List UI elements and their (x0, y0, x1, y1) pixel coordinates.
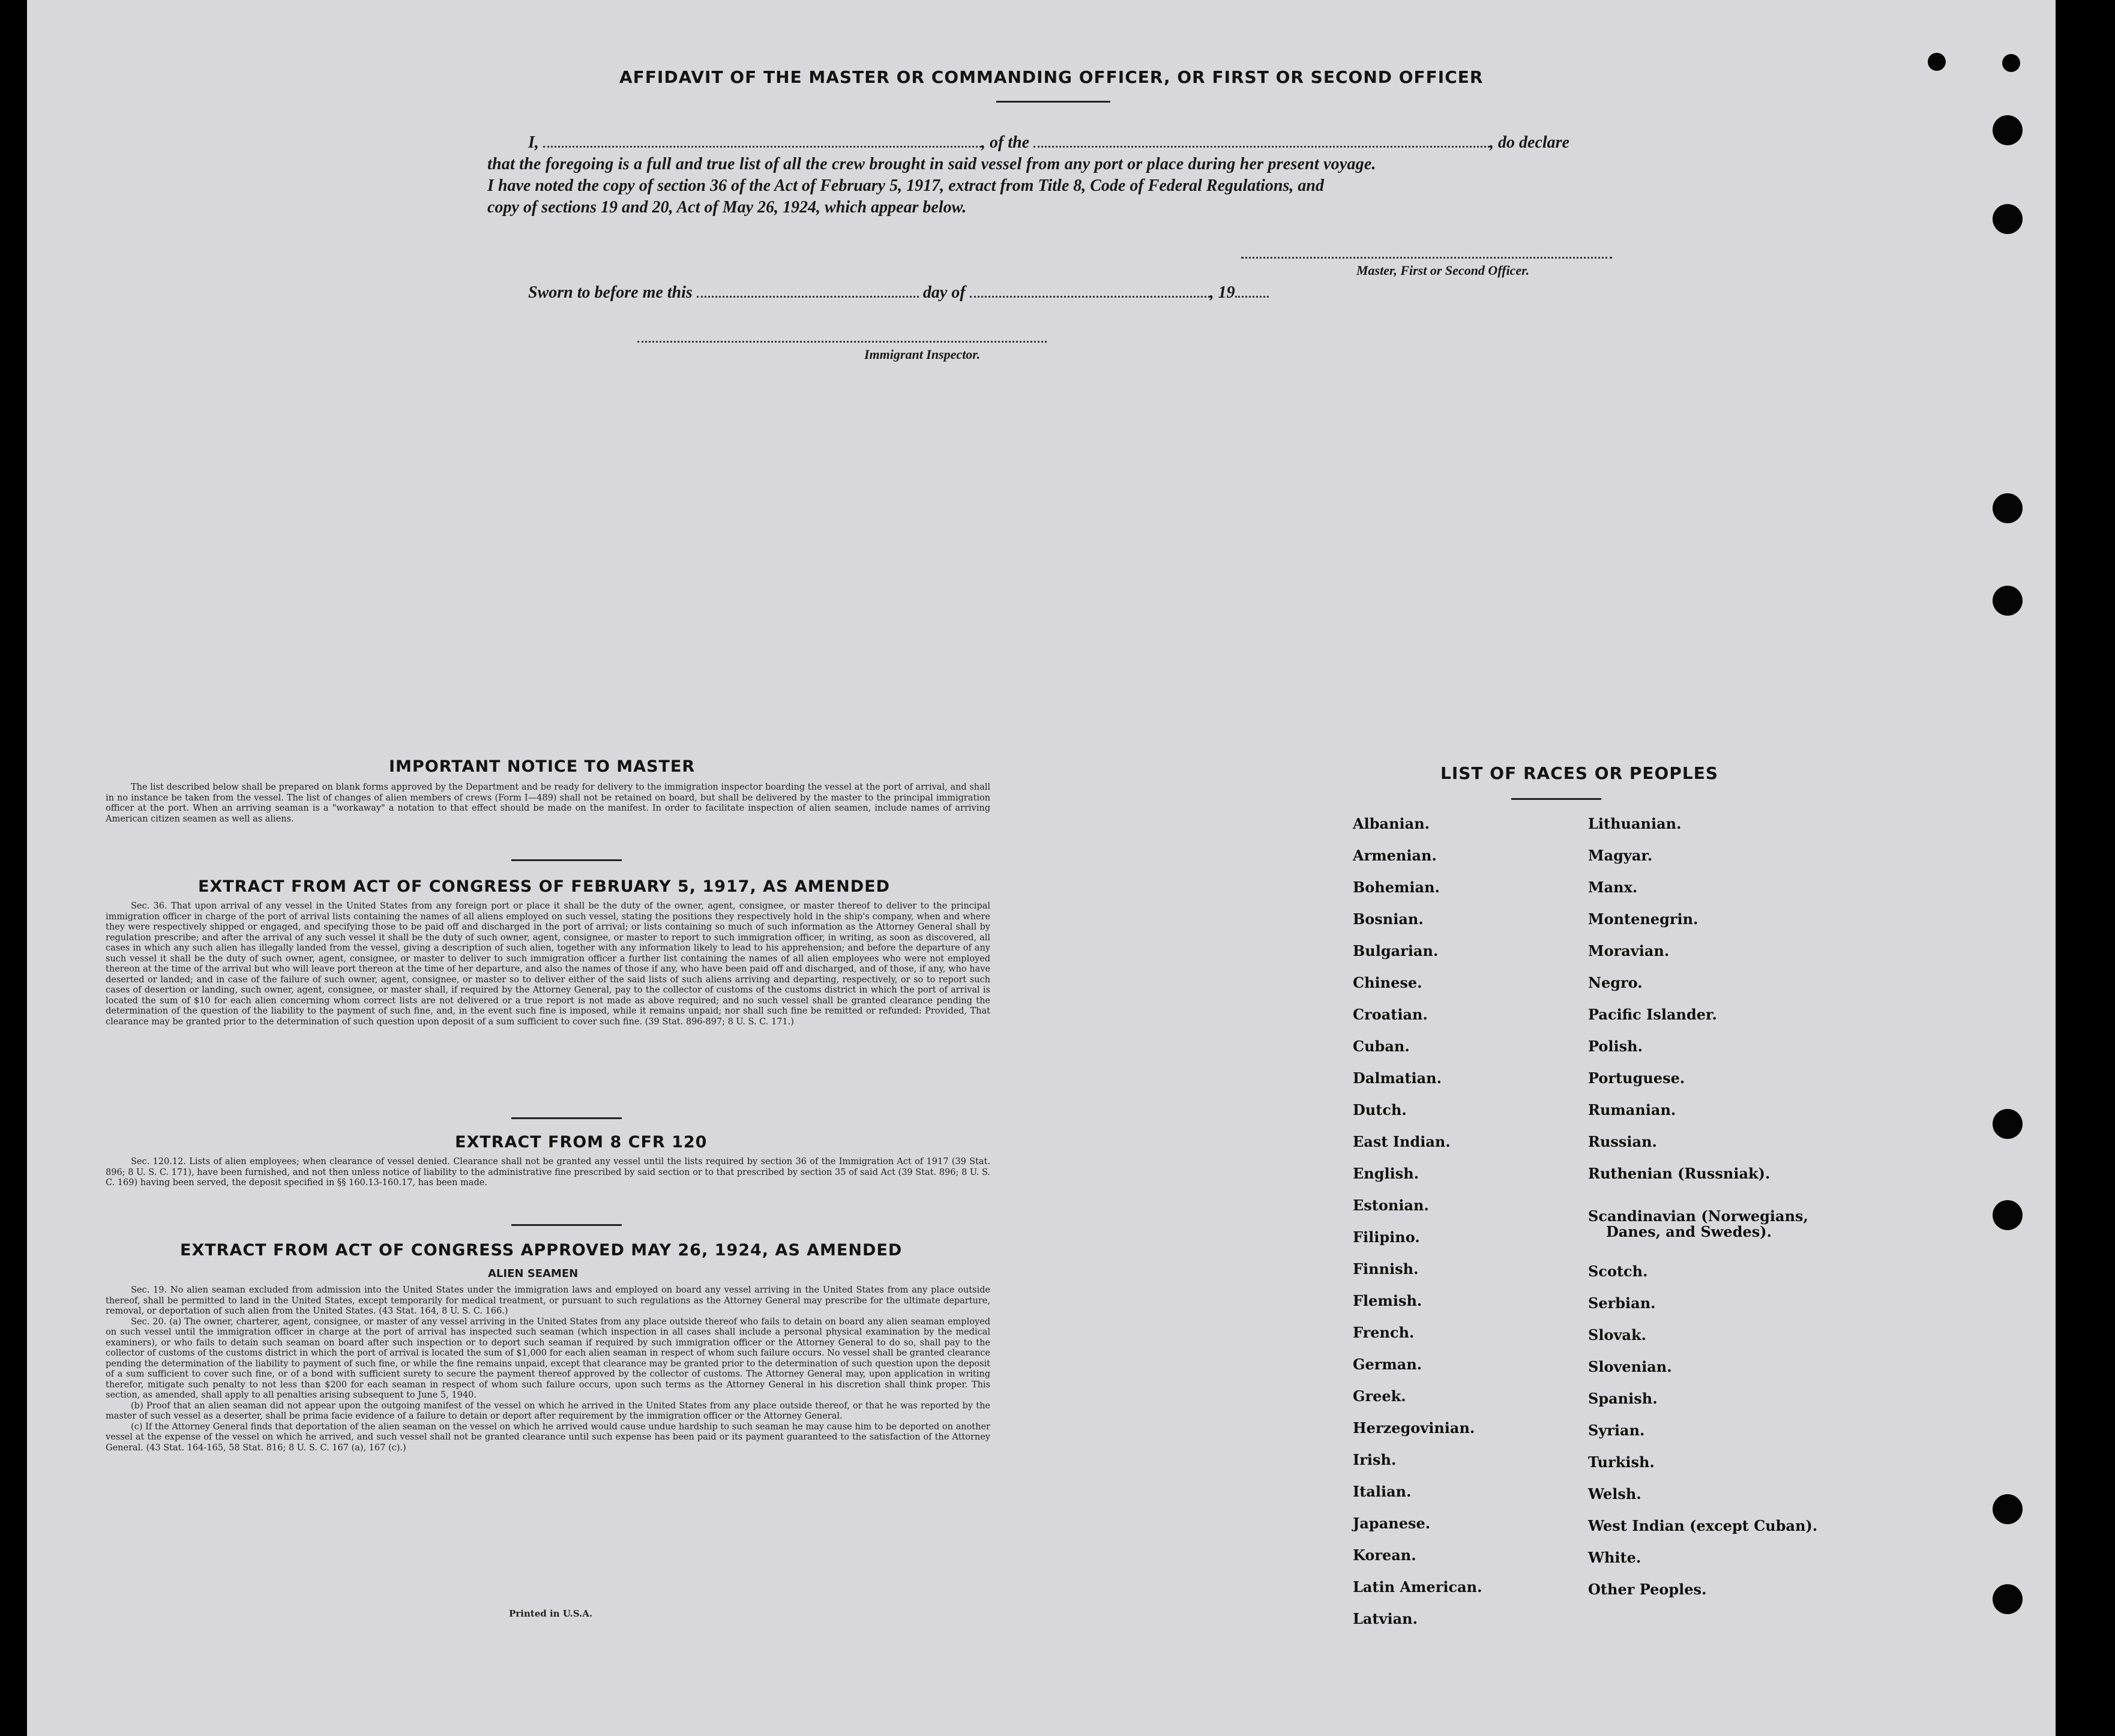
race-item: Ruthenian (Russniak). (1588, 1165, 1771, 1182)
race-item: Japanese. (1353, 1515, 1431, 1532)
affidavit-title: AFFIDAVIT OF THE MASTER OR COMMANDING OFFICER, OR FIRST OR SECOND OFFICER (619, 67, 1484, 87)
affidavit-line-3: I have noted the copy of section 36 of the Act of February 5, 1917, extract from Title 8, Code of Federal Regulations, and (487, 176, 1324, 195)
race-item: English. (1353, 1165, 1419, 1182)
vessel-field[interactable] (1033, 135, 1490, 148)
race-item: East Indian. (1353, 1133, 1451, 1150)
punch-hole (1993, 1494, 2023, 1524)
race-item: Spanish. (1588, 1390, 1658, 1407)
sec-20c-text: (c) If the Attorney General finds that deportation of the alien seaman on the vessel on which he arrived would cause undue hardship to such seaman he may cause him to be deported on another vessel at the expense of the vessel on which he arrived, and such vessel shall not be granted clearance until such expense has been paid or its payment guaranteed to the satisfaction of the Attorney General. (43 Stat. 164-165, 58 Stat. 816; 8 U. S. C. 167 (a), 167 (c).) (106, 1422, 990, 1453)
label-day-of: day of (922, 283, 966, 302)
label-i: I, (528, 133, 539, 152)
race-item: Slovak. (1588, 1326, 1646, 1344)
race-item: Danes, and Swedes). (1606, 1223, 1772, 1240)
master-label: Master, First or Second Officer. (1356, 263, 1530, 278)
race-item: Latvian. (1353, 1610, 1418, 1627)
punch-hole (1993, 115, 2023, 145)
divider (511, 859, 622, 861)
race-item: French. (1353, 1324, 1415, 1341)
extract-cfr-text: Sec. 120.12. Lists of alien employees; when clearance of vessel denied. Clearance shall not be granted any vessel until the lists required by section 36 of the Immigration Act of 1917 (39 Stat. 896; 8 U. S. C. 171), have been furnished, and not then unless notice of liability to the administrative fine prescribed by said section or to that prescribed by section 35 of said Act (39 Stat. 896; 8 U. S. C. 169) having been served, the deposit specified in §§ 160.13-160.17, has been made. (106, 1157, 990, 1188)
punch-hole (1993, 1200, 2023, 1230)
race-item: Finnish. (1353, 1260, 1419, 1278)
sworn-month-field[interactable] (970, 285, 1210, 298)
race-item: Scandinavian (Norwegians, (1588, 1207, 1808, 1225)
race-item: Irish. (1353, 1451, 1397, 1468)
label-do-declare: , do declare (1490, 133, 1569, 152)
race-item: Latin American. (1353, 1578, 1482, 1596)
sworn-year-field[interactable] (1235, 285, 1269, 298)
race-item: Negro. (1588, 974, 1643, 991)
divider (511, 1117, 622, 1119)
race-item: Welsh. (1588, 1485, 1641, 1503)
race-item: Scotch. (1588, 1263, 1648, 1280)
race-item: Manx. (1588, 879, 1638, 896)
race-item: Portuguese. (1588, 1069, 1685, 1087)
name-field[interactable] (543, 135, 981, 148)
label-year: , 19 (1209, 283, 1235, 302)
race-item: Montenegrin. (1588, 910, 1698, 928)
divider (996, 101, 1110, 103)
race-item: Greek. (1353, 1387, 1406, 1405)
inspector-label: Immigrant Inspector. (864, 347, 981, 362)
sec-20b-text: (b) Proof that an alien seaman did not appear upon the outgoing manifest of the vessel on which he arrived in the United States from any place outside thereof, or that he was reported by the master of such vessel as a deserter, shall be prima facie evidence of a failure to detain or deport after requirement by the immigration officer or the Attorney General. (106, 1401, 990, 1421)
race-item: Armenian. (1353, 847, 1437, 864)
race-item: Polish. (1588, 1038, 1643, 1055)
race-item: German. (1353, 1356, 1422, 1373)
punch-hole (1993, 493, 2023, 523)
race-item: Flemish. (1353, 1292, 1422, 1309)
race-item: Albanian. (1353, 815, 1430, 832)
affidavit-line-4: copy of sections 19 and 20, Act of May 26, 1924, which appear below. (487, 198, 967, 217)
printed-in-usa: Printed in U.S.A. (509, 1608, 593, 1619)
race-item: Russian. (1588, 1133, 1657, 1150)
race-item: Filipino. (1353, 1228, 1420, 1246)
divider (511, 1224, 622, 1226)
race-item: Korean. (1353, 1546, 1416, 1564)
races-title: LIST OF RACES OR PEOPLES (1440, 763, 1718, 783)
extract-1924-title: EXTRACT FROM ACT OF CONGRESS APPROVED MAY 26, 1924, AS AMENDED (180, 1241, 903, 1260)
document-page (27, 0, 2056, 1736)
race-item: Chinese. (1353, 974, 1422, 991)
race-item: White. (1588, 1549, 1641, 1566)
punch-hole (1993, 1584, 2023, 1614)
inspector-signature-line[interactable] (637, 341, 1047, 343)
sec-19-text: Sec. 19. No alien seaman excluded from admission into the United States under the immigration laws and employed on board any vessel arriving in the United States from any place outside thereof, shall be permitted to land in the United States, except temporarily for medical treatment, or pursuant to such regulations as the Attorney General may prescribe for the ultimate departure, removal, or deportation of such alien from the United States. (43 Stat. 164, 8 U. S. C. 166.) (106, 1285, 990, 1316)
extract-1924-text (106, 1285, 990, 1453)
affidavit-line-1 (528, 133, 1569, 152)
master-signature-line[interactable] (1241, 257, 1612, 259)
race-item: West Indian (except Cuban). (1588, 1517, 1818, 1534)
race-item: Herzegovinian. (1353, 1419, 1475, 1437)
race-item: Bulgarian. (1353, 942, 1439, 960)
race-item: Slovenian. (1588, 1358, 1672, 1375)
race-item: Pacific Islander. (1588, 1006, 1717, 1023)
notice-title: IMPORTANT NOTICE TO MASTER (389, 757, 696, 776)
race-item: Lithuanian. (1588, 815, 1682, 832)
race-item: Serbian. (1588, 1294, 1656, 1312)
divider (1511, 798, 1601, 800)
sec-20a-text: Sec. 20. (a) The owner, charterer, agent, consignee, or master of any vessel arriving in the United States from any place outside thereof who fails to detain on board any alien seaman employed on such vessel until the immigration officer in charge at the port of arrival has inspected such seaman (which inspection in all cases shall include a personal physical examination by the medical examiners), or who fails to detain such seaman on board after such inspection or to deport such seaman if required by such immigration officer or the Attorney General to do so, shall pay to the collector of customs of the customs district in which the port of arrival is located the sum of $1,000 for each alien seaman in respect of whom such failure occurs. No vessel shall be granted clearance pending the determination of the liability to payment of such fine, or while the fine remains unpaid, except that clearance may be granted prior to the determination of such question upon the deposit of a sum sufficient to cover such fine, or of a bond with sufficient surety to secure the payment thereof approved by the collector of customs. The Attorney General may, upon application in writing therefor, mitigate such penalty to not less than $200 for each seaman in respect of whom such failure occurs, upon such terms as the Attorney General in his discretion shall think proper. This section, as amended, shall apply to all penalties arising subsequent to June 5, 1940. (106, 1317, 990, 1400)
extract-1917-title: EXTRACT FROM ACT OF CONGRESS OF FEBRUARY 5, 1917, AS AMENDED (198, 877, 890, 896)
extract-cfr-title: EXTRACT FROM 8 CFR 120 (455, 1133, 708, 1152)
race-item: Estonian. (1353, 1197, 1429, 1214)
punch-hole (1993, 586, 2023, 616)
race-item: Bohemian. (1353, 879, 1440, 896)
punch-hole (1993, 204, 2023, 234)
race-item: Croatian. (1353, 1006, 1428, 1023)
race-item: Italian. (1353, 1483, 1412, 1500)
extract-1917-text: Sec. 36. That upon arrival of any vessel in the United States from any foreign port or place it shall be the duty of the owner, agent, consignee, or master thereof to deliver to the principal immigration officer in charge of the port of arrival lists containing the names of all aliens employed on such vessel, stating the positions they respectively hold in the ship's company, when and where they were respectively shipped or engaged, and specifying those to be paid off and discharged in the port of arrival; or lists containing so much of such information as the Attorney General shall by regulation prescribe; and after the arrival of any such vessel it shall be the duty of such owner, agent, consignee, or master to report to such immigration officer, in writing, as soon as discovered, all cases in which any such alien has illegally landed from the vessel, giving a description of such alien, together with any information likely to lead to his apprehension; and before the departure of any such vessel it shall be the duty of such owner, agent, consignee, or master to deliver to such immigration officer a further list containing the names of all alien employees who were not employed thereon at the time of the arrival but who will leave port thereon at the time of her departure, and also the names of those if any, who have been paid off and discharged, and of those, if any, who have deserted or landed; and in case of the failure of such owner, agent, consignee, or master so to deliver either of the said lists of such aliens arriving and departing, respectively, or so to report such cases of desertion or landing, such owner, agent, consignee, or master shall, if required by the Attorney General, pay to the collector of customs of the customs district in which the port of arrival is located the sum of $10 for each alien concerning whom correct lists are not delivered or a true report is not made as above required; and no such vessel shall be granted clearance pending the determination of the question of the liability to the payment of such fine, and, in the event such fine is imposed, while it remains unpaid; nor shall such fine be remitted or refunded: Provided, That clearance may be granted prior to the determination of such question upon deposit of a sum sufficient to cover such fine. (39 Stat. 896-897; 8 U. S. C. 171.) (106, 901, 990, 1027)
label-of-the: , of the (981, 133, 1030, 152)
race-item: Turkish. (1588, 1453, 1655, 1471)
label-sworn: Sworn to before me this (528, 283, 693, 302)
notice-text: The list described below shall be prepared on blank forms approved by the Department and be ready for delivery to the immigration inspector boarding the vessel at the port of arrival, and shall in no instance be taken from the vessel. The list of changes of alien members of crews (Form I—489) shall not be retained on board, but shall be delivered by the master to the principal immigration officer at the port. When an arriving seaman is a "workaway" a notation to that effect should be made on the manifest. In order to facilitate inspection of alien seamen, include names of arriving American citizen seamen as well as aliens. (106, 782, 990, 824)
sworn-line (528, 283, 1269, 302)
punch-hole (1993, 1109, 2023, 1139)
punch-hole (1928, 53, 1946, 71)
race-item: Moravian. (1588, 942, 1670, 960)
race-item: Magyar. (1588, 847, 1653, 864)
sworn-day-field[interactable] (697, 285, 919, 298)
race-item: Dalmatian. (1353, 1069, 1442, 1087)
race-item: Syrian. (1588, 1422, 1645, 1439)
race-item: Rumanian. (1588, 1101, 1676, 1119)
alien-seamen-subtitle: ALIEN SEAMEN (488, 1267, 579, 1280)
punch-hole (2002, 54, 2020, 72)
race-item: Dutch. (1353, 1101, 1407, 1119)
affidavit-line-2: that the foregoing is a full and true list of all the crew brought in said vessel from any port or place during her present voyage. (487, 155, 1376, 173)
race-item: Cuban. (1353, 1038, 1410, 1055)
race-item: Bosnian. (1353, 910, 1424, 928)
race-item: Other Peoples. (1588, 1581, 1707, 1598)
